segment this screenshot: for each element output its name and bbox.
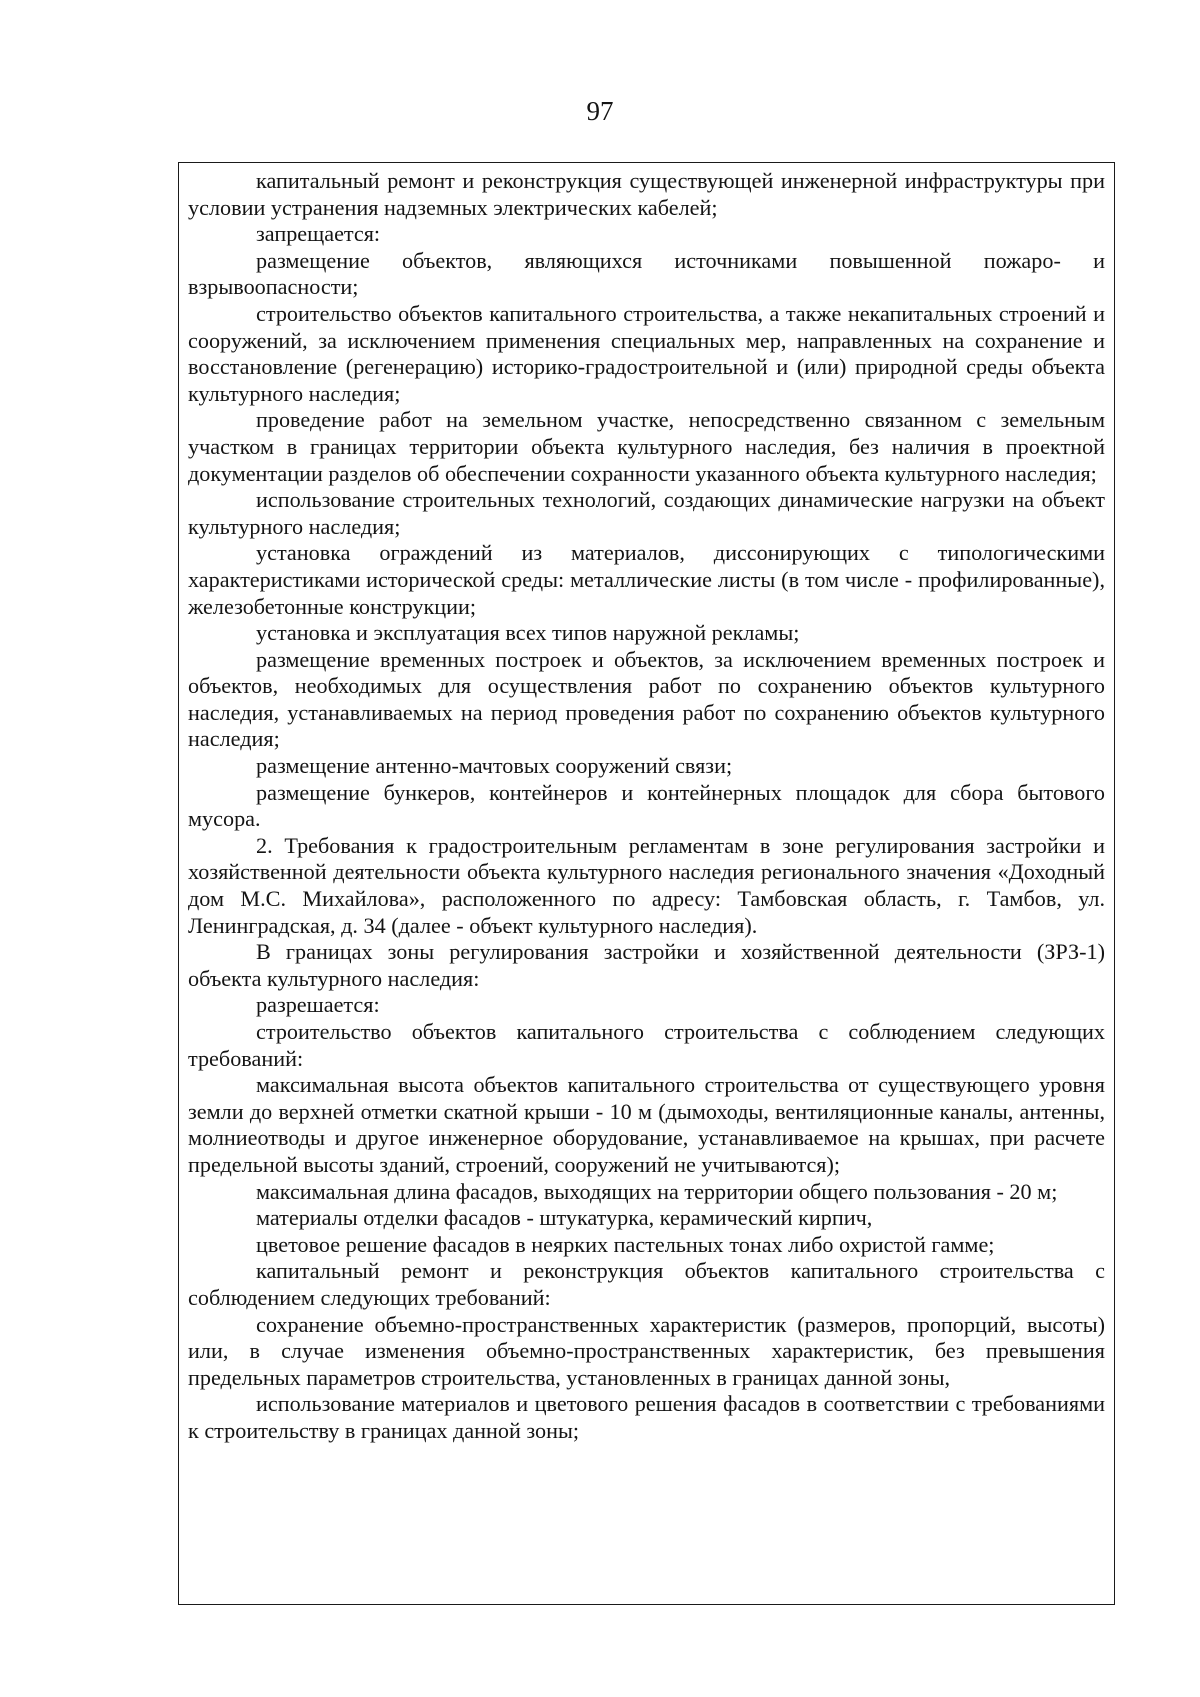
- paragraph: проведение работ на земельном участке, непосредственно связанном с земельным участком в границах территории объекта культурного наследия, без наличия в проектной документации разделов об обеспечении сохранности указанного объекта культурного наследия;: [188, 407, 1105, 486]
- paragraph: максимальная длина фасадов, выходящих на территории общего пользования - 20 м;: [256, 1178, 1058, 1204]
- paragraph: использование материалов и цветового решения фасадов в соответствии с требованиями к строительству в границах данной зоны;: [188, 1391, 1105, 1443]
- paragraph: максимальная высота объектов капитального строительства от существующего уровня земли до верхней отметки скатной крыши - 10 м (дымоходы, вентиляционные каналы, антенны, молниеотводы и другое инженерное оборудование, устанавливаемое на крышах, при расчете предельной высоты зданий, строений, сооружений не учитываются);: [188, 1072, 1105, 1177]
- paragraph: размещение бункеров, контейнеров и контейнерных площадок для сбора бытового мусора.: [188, 779, 1105, 832]
- paragraph: разрешается:: [256, 992, 380, 1018]
- paragraph: В границах зоны регулирования застройки и хозяйственной деятельности (ЗРЗ-1) объекта культурного наследия:: [188, 939, 1105, 991]
- paragraph: установка и эксплуатация всех типов наружной рекламы;: [256, 620, 800, 646]
- paragraph: капитальный ремонт и реконструкция объектов капитального строительства с соблюдением следующих требований:: [188, 1258, 1105, 1310]
- paragraph: размещение временных построек и объектов, за исключением временных построек и объектов, необходимых для осуществления работ по сохранению объектов культурного наследия, устанавливаемых на период проведения работ по сохранению объектов культурного наследия;: [188, 646, 1105, 752]
- paragraph: капитальный ремонт и реконструкция существующей инженерной инфраструктуры при условии устранения надземных электрических кабелей;: [188, 168, 1105, 220]
- paragraph: строительство объектов капитального строительства с соблюдением следующих требований:: [188, 1019, 1105, 1071]
- paragraph: использование строительных технологий, создающих динамические нагрузки на объект культурного наследия;: [188, 487, 1105, 539]
- paragraph: цветовое решение фасадов в неярких пастельных тонах либо охристой гамме;: [256, 1231, 995, 1257]
- paragraph: строительство объектов капитального строительства, а также некапитальных строений и сооружений, за исключением применения специальных мер, направленных на сохранение и восстановление (регенерацию) историко-градостроительной и (или) природной среды объекта культурного наследия;: [188, 300, 1105, 406]
- paragraph: сохранение объемно-пространственных характеристик (размеров, пропорций, высоты) или, в случае изменения объемно-пространственных характеристик, без превышения предельных параметров строительства, установленных в границах данной зоны,: [188, 1311, 1105, 1390]
- paragraph: запрещается:: [256, 221, 381, 247]
- paragraph: материалы отделки фасадов - штукатурка, керамический кирпич,: [256, 1205, 873, 1231]
- paragraph: 2. Требования к градостроительным регламентам в зоне регулирования застройки и хозяйственной деятельности объекта культурного наследия регионального значения «Доходный дом М.С. Михайлова», расположенного по адресу: Тамбовская область, г. Тамбов, ул. Ленинградская, д. 34 (далее - объект культурного наследия).: [188, 832, 1105, 938]
- paragraph: размещение антенно-мачтовых сооружений связи;: [256, 753, 733, 779]
- document-frame: [178, 162, 1115, 1605]
- paragraph: установка ограждений из материалов, диссонирующих с типологическими характеристиками исторической среды: металлические листы (в том числе - профилированные), железобетонные конструкции;: [188, 540, 1105, 619]
- page-number: 97: [586, 96, 614, 126]
- paragraph: размещение объектов, являющихся источниками повышенной пожаро- и взрывоопасности;: [188, 247, 1105, 300]
